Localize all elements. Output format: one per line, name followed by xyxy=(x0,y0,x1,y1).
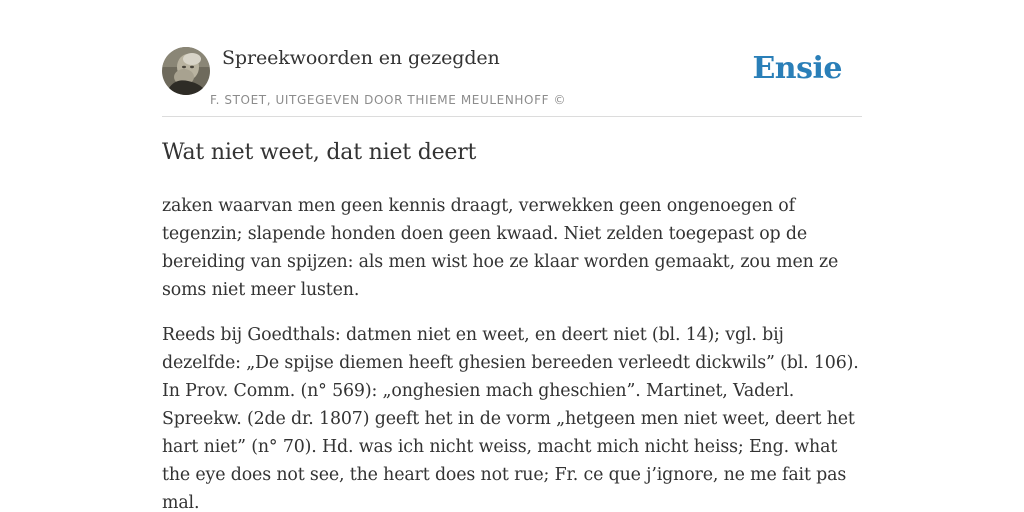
entry-title: Wat niet weet, dat niet deert xyxy=(162,140,477,165)
publisher-credit: F. STOET, UITGEGEVEN DOOR THIEME MEULENHOFF © xyxy=(210,93,567,107)
definition-paragraph: zaken waarvan men geen kennis draagt, verwekken geen ongenoegen of tegenzin; slapende honden doen geen kwaad. Niet zelden toegepast op de bereiding van spijzen: als men wist hoe ze klaar worden gemaakt, zou men ze soms niet meer lusten. xyxy=(162,196,839,300)
etymology-paragraph: Reeds bij Goedthals: datmen niet en weet, en deert niet (bl. 14); vgl. bij dezelfde: „De spijse diemen heeft ghesien bereeden verleedt dickwils” (bl. 106). In Prov. Comm. (n° 569): „onghesien mach gheschien”. Martinet, Vaderl. Spreekw. (2de dr. 1807) geeft het in de vorm „hetgeen men niet weet, deert het hart niet” (n° 70). Hd. was ich nicht weiss, macht mich nicht heiss; Eng. what the eye does not see, the heart does not rue; Fr. ce que j’ignore, ne me fait pas mal. xyxy=(162,325,859,512)
book-title[interactable]: Spreekwoorden en gezegden xyxy=(222,47,500,69)
brand-logo[interactable]: Ensie xyxy=(752,51,842,86)
book-header xyxy=(162,44,862,117)
entry-body xyxy=(162,192,862,512)
author-portrait-icon[interactable] xyxy=(162,47,210,95)
